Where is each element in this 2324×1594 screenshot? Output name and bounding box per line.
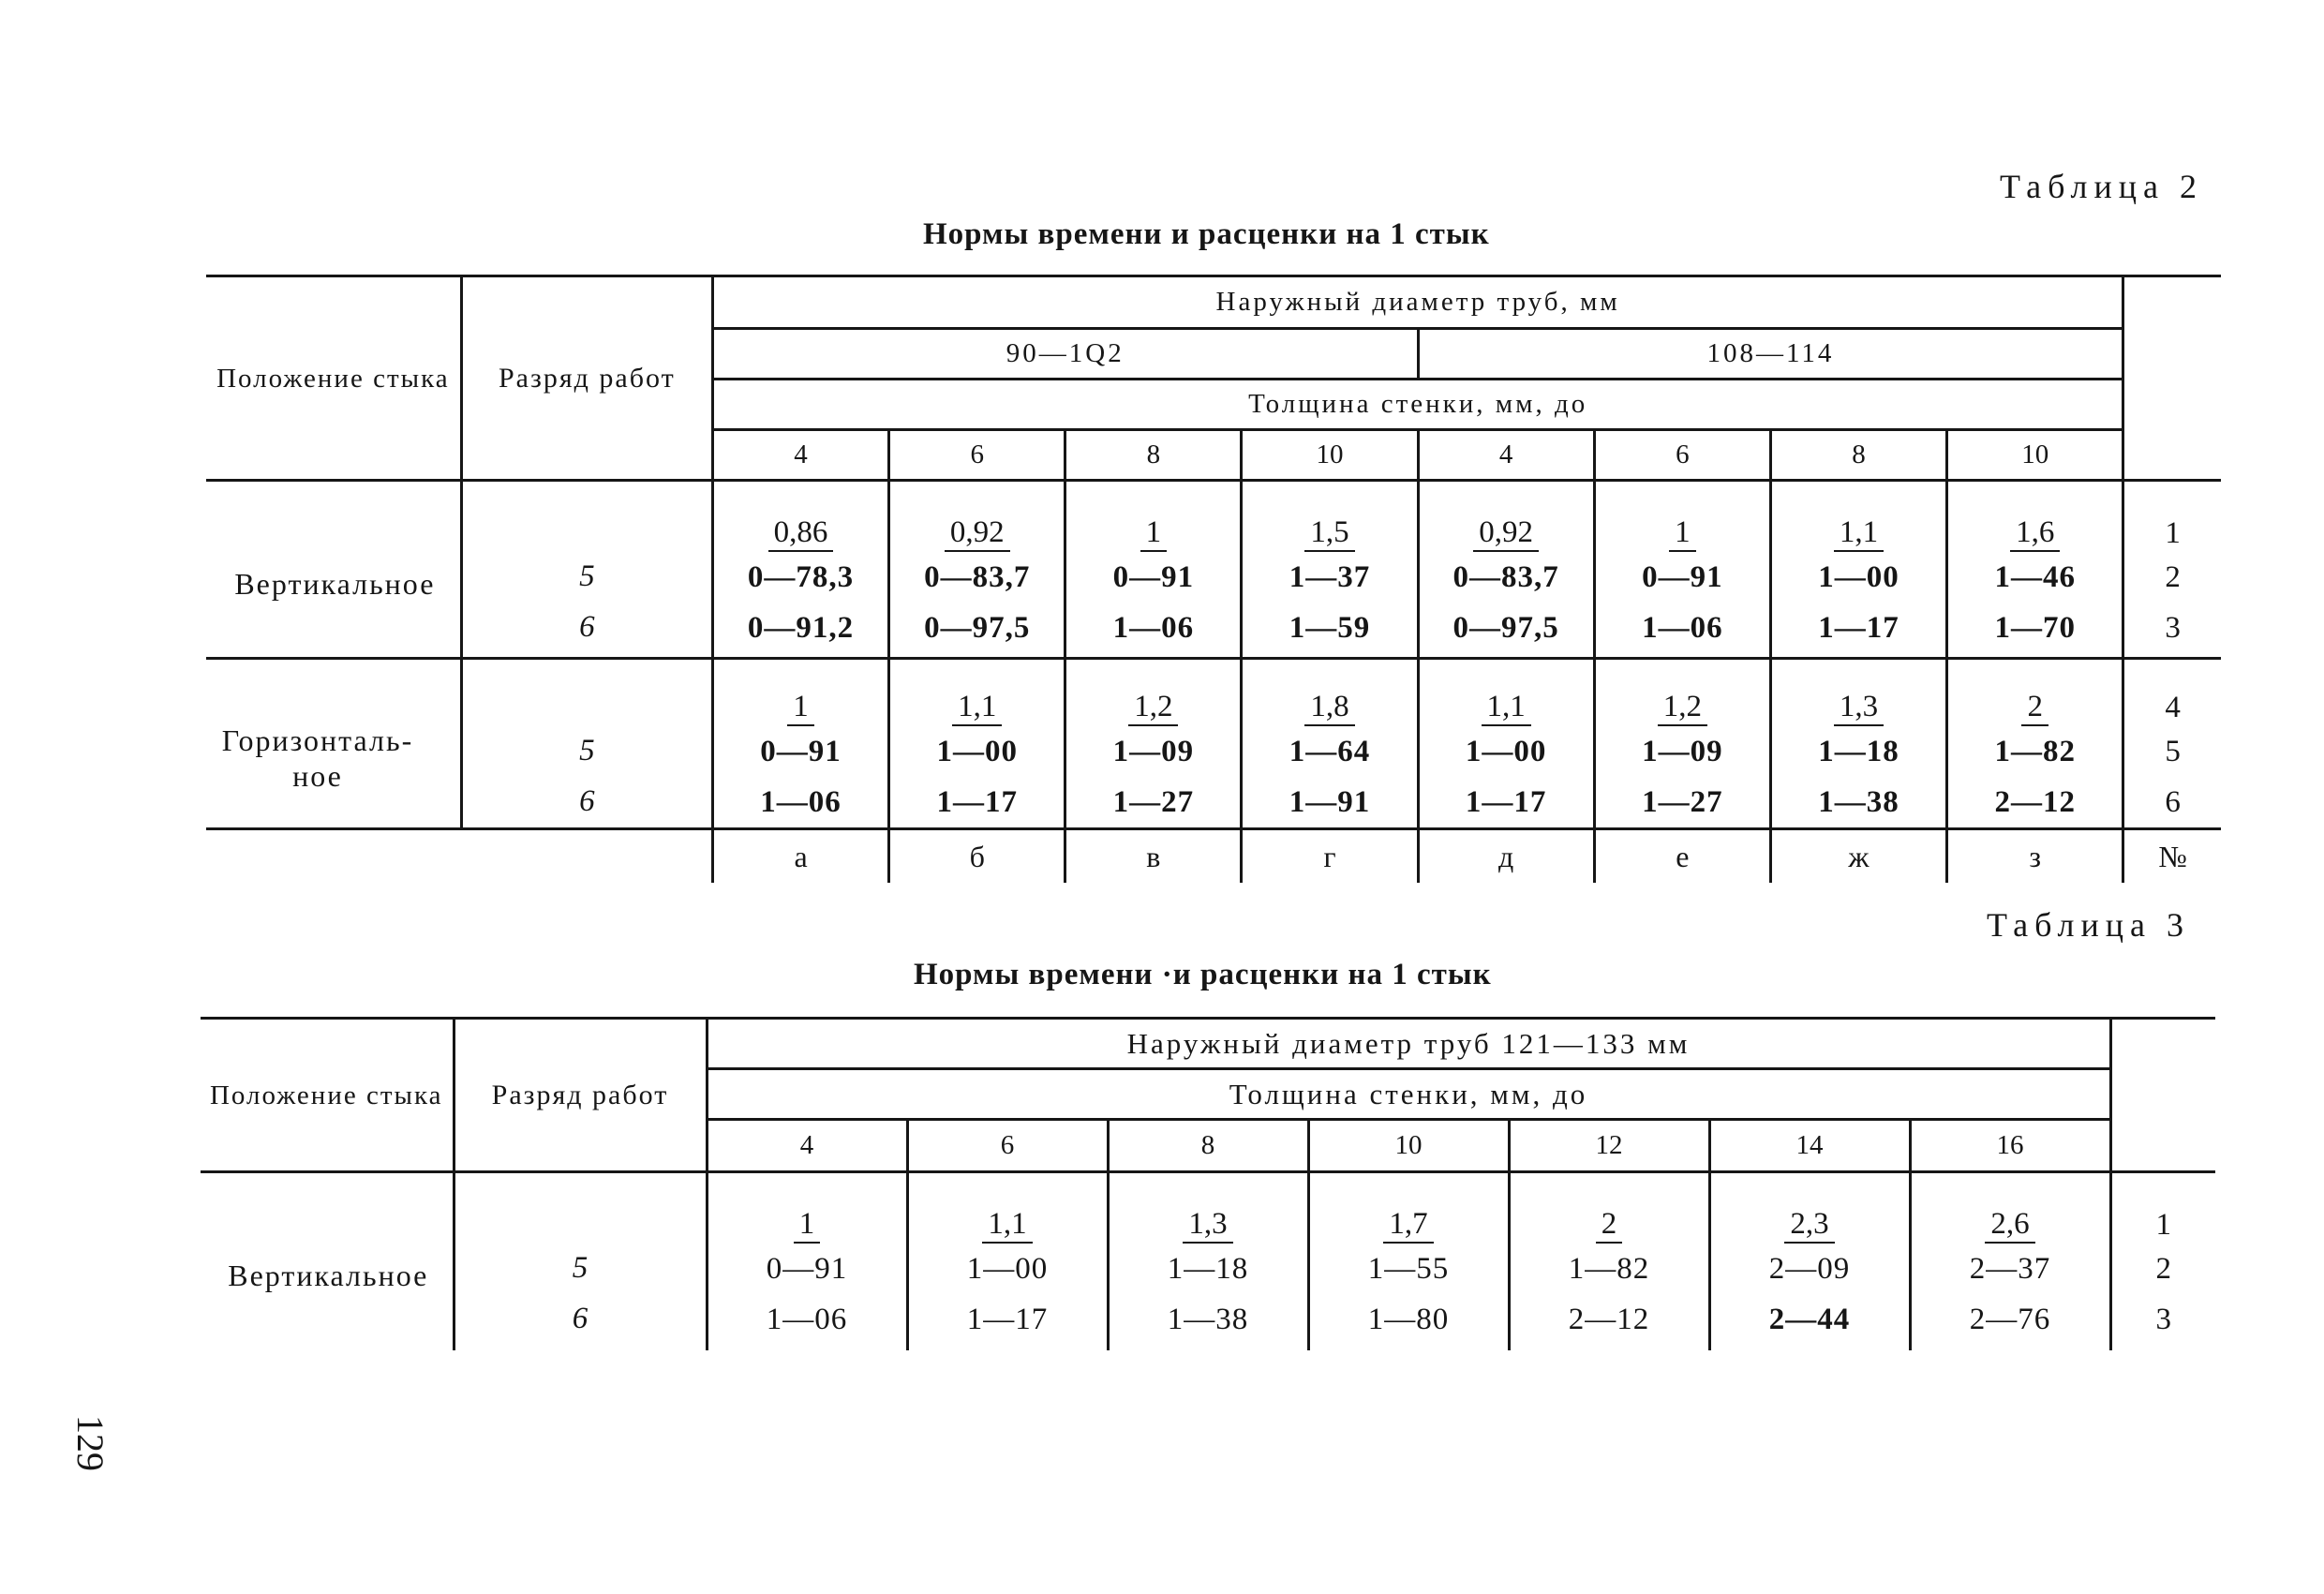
value-cell xyxy=(889,481,1065,659)
rank-value: 5 xyxy=(579,733,595,767)
row-position: Вертикальное xyxy=(206,481,461,659)
column-letter: в xyxy=(1065,829,1242,884)
table2-thickness-value: 8 xyxy=(1770,430,1946,481)
time-norm: 1,1 xyxy=(952,689,1002,726)
column-letter: з xyxy=(1947,829,2123,884)
row-number: 1 xyxy=(2165,515,2181,550)
rate-rank6: 1—80 xyxy=(1367,1303,1450,1337)
column-letter: а xyxy=(712,829,888,884)
time-norm: 1 xyxy=(787,689,814,726)
rate-rank6: 1—70 xyxy=(1994,610,2076,645)
table-row xyxy=(206,481,2221,659)
row-numbers xyxy=(2123,659,2221,829)
row-number: 5 xyxy=(2165,734,2181,768)
rate-rank6: 1—38 xyxy=(1167,1303,1249,1337)
value-cell xyxy=(1910,1172,2110,1350)
table2-diameter-group-1: 90—1Q2 xyxy=(712,329,1418,380)
row-number: 4 xyxy=(2165,690,2181,724)
rate-rank5: 2—37 xyxy=(1969,1252,2051,1287)
table2-thickness-value: 10 xyxy=(1947,430,2123,481)
value-cell xyxy=(712,659,888,829)
rate-rank6: 2—12 xyxy=(1568,1303,1650,1337)
time-norm: 1,1 xyxy=(982,1206,1032,1244)
value-cell xyxy=(1418,659,1594,829)
time-norm: 2,6 xyxy=(1985,1206,2034,1244)
value-cell xyxy=(907,1172,1108,1350)
table-row xyxy=(201,1172,2215,1350)
rate-rank5: 1—00 xyxy=(966,1252,1049,1287)
table3-position-header: Положение стыка xyxy=(201,1019,454,1172)
row-position xyxy=(206,659,461,829)
rate-rank6: 1—17 xyxy=(966,1303,1049,1337)
rate-rank5: 1—00 xyxy=(1818,559,1899,594)
rate-rank6: 1—59 xyxy=(1289,610,1371,645)
rate-rank5: 0—91 xyxy=(1642,559,1723,594)
row-number: 3 xyxy=(2155,1303,2172,1337)
table2-num-header xyxy=(2123,276,2221,481)
rate-rank5: 1—64 xyxy=(1289,734,1371,768)
time-norm: 1,2 xyxy=(1128,689,1178,726)
time-norm: 1,1 xyxy=(1482,689,1531,726)
rate-rank6: 2—12 xyxy=(1994,784,2076,819)
rate-rank5: 1—09 xyxy=(1642,734,1723,768)
table2-diameter-group-2: 108—114 xyxy=(1418,329,2123,380)
rate-rank6: 0—91,2 xyxy=(747,610,855,645)
rate-rank5: 0—83,7 xyxy=(924,559,1031,594)
value-cell xyxy=(1418,481,1594,659)
rank-value: 6 xyxy=(579,783,595,818)
time-norm: 0,86 xyxy=(768,514,834,552)
rate-rank6: 1—27 xyxy=(1112,784,1195,819)
table2-diameter-header: Наружный диаметр труб, мм xyxy=(712,276,2123,329)
page-number: 129 xyxy=(69,1415,112,1471)
table2-rank-header: Разряд работ xyxy=(461,276,712,481)
time-norm: 2 xyxy=(2021,689,2048,726)
value-cell xyxy=(1947,659,2123,829)
value-cell xyxy=(712,481,888,659)
rank-value: 5 xyxy=(572,1251,588,1286)
table3-thickness-value: 14 xyxy=(1709,1120,1910,1172)
value-cell xyxy=(1594,481,1770,659)
rate-rank6: 1—17 xyxy=(1818,610,1899,645)
time-norm: 1,5 xyxy=(1304,514,1354,552)
row-ranks xyxy=(461,659,712,829)
time-norm: 2 xyxy=(1596,1206,1623,1244)
rate-rank6: 1—06 xyxy=(1112,610,1195,645)
value-cell xyxy=(1594,659,1770,829)
rate-rank5: 1—18 xyxy=(1818,734,1899,768)
rate-rank5: 1—37 xyxy=(1289,559,1371,594)
value-cell xyxy=(1242,481,1418,659)
table2-thickness-header: Толщина стенки, мм, до xyxy=(712,380,2123,430)
column-letters-row xyxy=(206,829,2221,884)
column-letter: д xyxy=(1418,829,1594,884)
rate-rank5: 1—00 xyxy=(1465,734,1547,768)
value-cell xyxy=(1947,481,2123,659)
time-norm: 2,3 xyxy=(1784,1206,1834,1244)
rate-rank6: 1—38 xyxy=(1818,784,1899,819)
time-norm: 1 xyxy=(794,1206,821,1244)
row-ranks xyxy=(461,481,712,659)
time-norm: 1,1 xyxy=(1834,514,1884,552)
table3-num-header xyxy=(2110,1019,2215,1172)
rate-rank6: 2—44 xyxy=(1768,1303,1851,1337)
rate-rank5: 0—78,3 xyxy=(747,559,855,594)
value-cell xyxy=(1308,1172,1509,1350)
row-position-text: Горизонталь-ное xyxy=(221,723,414,793)
rate-rank5: 2—09 xyxy=(1768,1252,1851,1287)
rate-rank5: 1—55 xyxy=(1367,1252,1450,1287)
table2-label: Таблица 2 xyxy=(2000,168,2203,205)
table3-diameter-header: Наружный диаметр труб 121—133 мм xyxy=(707,1019,2110,1069)
row-ranks xyxy=(454,1172,707,1350)
rate-rank5: 1—09 xyxy=(1112,734,1195,768)
value-cell xyxy=(1065,659,1242,829)
table3-thickness-header: Толщина стенки, мм, до xyxy=(707,1069,2110,1120)
table2-thickness-value: 6 xyxy=(1594,430,1770,481)
value-cell xyxy=(707,1172,907,1350)
table3-title: Нормы времени ·и расценки на 1 стык xyxy=(914,958,1492,991)
table2-thickness-value: 4 xyxy=(1418,430,1594,481)
row-numbers xyxy=(2123,481,2221,659)
time-norm: 1,8 xyxy=(1304,689,1354,726)
table2-thickness-value: 10 xyxy=(1242,430,1418,481)
time-norm: 0,92 xyxy=(945,514,1010,552)
table2-thickness-value: 6 xyxy=(889,430,1065,481)
rate-rank5: 0—91 xyxy=(760,734,842,768)
value-cell xyxy=(1770,481,1946,659)
value-cell xyxy=(1709,1172,1910,1350)
rate-rank6: 1—91 xyxy=(1289,784,1371,819)
column-letter: ж xyxy=(1770,829,1946,884)
rate-rank6: 0—97,5 xyxy=(1452,610,1559,645)
rate-rank5: 1—82 xyxy=(1994,734,2076,768)
rank-value: 6 xyxy=(572,1302,588,1336)
time-norm: 0,92 xyxy=(1473,514,1539,552)
time-norm: 1,6 xyxy=(2010,514,2060,552)
table3-thickness-value: 16 xyxy=(1910,1120,2110,1172)
table-row xyxy=(206,659,2221,829)
column-letter: е xyxy=(1594,829,1770,884)
row-number: 3 xyxy=(2165,610,2181,645)
rate-rank5: 1—18 xyxy=(1167,1252,1249,1287)
value-cell xyxy=(1770,659,1946,829)
table3 xyxy=(201,1017,2215,1350)
value-cell xyxy=(889,659,1065,829)
rate-rank6: 0—97,5 xyxy=(924,610,1031,645)
rate-rank5: 0—91 xyxy=(766,1252,848,1287)
number-symbol: № xyxy=(2123,829,2221,884)
table3-rank-header: Разряд работ xyxy=(454,1019,707,1172)
rate-rank5: 0—91 xyxy=(1112,559,1195,594)
time-norm: 1,7 xyxy=(1383,1206,1433,1244)
rank-value: 6 xyxy=(579,609,595,644)
column-letter: б xyxy=(889,829,1065,884)
time-norm: 1,3 xyxy=(1834,689,1884,726)
value-cell xyxy=(1065,481,1242,659)
row-position: Вертикальное xyxy=(228,1259,429,1293)
table2 xyxy=(206,275,2221,883)
rate-rank6: 2—76 xyxy=(1969,1303,2051,1337)
table3-thickness-value: 12 xyxy=(1509,1120,1709,1172)
time-norm: 1,2 xyxy=(1658,689,1707,726)
value-cell xyxy=(1242,659,1418,829)
table3-thickness-value: 8 xyxy=(1108,1120,1308,1172)
table3-label: Таблица 3 xyxy=(1987,906,2190,944)
row-number: 2 xyxy=(2155,1252,2172,1287)
rate-rank6: 1—27 xyxy=(1642,784,1723,819)
rate-rank5: 1—00 xyxy=(936,734,1018,768)
value-cell xyxy=(1108,1172,1308,1350)
rate-rank6: 1—06 xyxy=(1642,610,1723,645)
table2-thickness-value: 8 xyxy=(1065,430,1242,481)
rate-rank6: 1—17 xyxy=(936,784,1018,819)
row-number: 2 xyxy=(2165,559,2181,594)
rate-rank5: 1—82 xyxy=(1568,1252,1650,1287)
table3-thickness-value: 6 xyxy=(907,1120,1108,1172)
column-letter: г xyxy=(1242,829,1418,884)
rate-rank6: 1—17 xyxy=(1465,784,1547,819)
blank-cell xyxy=(461,829,712,884)
blank-cell xyxy=(206,829,461,884)
rate-rank5: 0—83,7 xyxy=(1452,559,1559,594)
table3-thickness-value: 4 xyxy=(707,1120,907,1172)
row-number: 1 xyxy=(2155,1208,2172,1243)
rate-rank6: 1—06 xyxy=(766,1303,848,1337)
table2-position-header: Положение стыка xyxy=(206,276,461,481)
value-cell xyxy=(1509,1172,1709,1350)
row-number: 6 xyxy=(2165,784,2181,819)
table2-thickness-value: 4 xyxy=(712,430,888,481)
time-norm: 1,3 xyxy=(1183,1206,1232,1244)
time-norm: 1 xyxy=(1669,514,1696,552)
rank-value: 5 xyxy=(579,559,595,593)
row-numbers xyxy=(2110,1172,2215,1350)
table2-title: Нормы времени и расценки на 1 стык xyxy=(923,217,1490,251)
table3-thickness-value: 10 xyxy=(1308,1120,1509,1172)
rate-rank5: 1—46 xyxy=(1994,559,2076,594)
rate-rank6: 1—06 xyxy=(760,784,842,819)
time-norm: 1 xyxy=(1140,514,1168,552)
